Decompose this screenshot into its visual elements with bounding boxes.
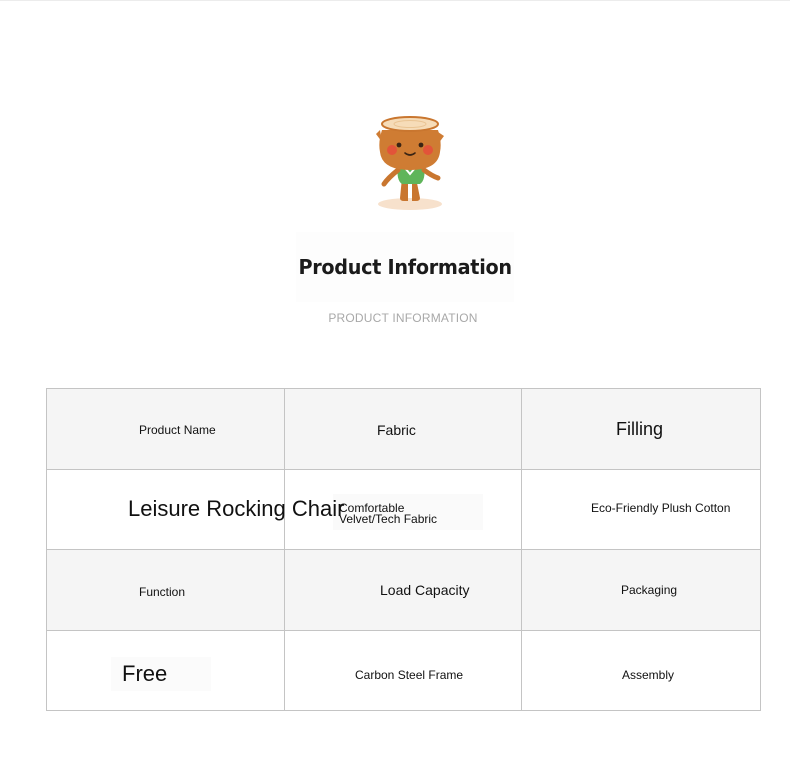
title-box [296,232,514,302]
page-title: Product Information [298,255,512,279]
table-cell [522,470,761,550]
value-load-capacity: Carbon Steel Frame [355,668,464,682]
value-fabric-line-1: Comfortable [339,501,405,515]
table-cell [47,389,285,470]
value-function: Free [122,661,168,686]
top-divider [0,0,790,1]
label-function: Function [139,585,186,599]
page-subtitle: PRODUCT INFORMATION [328,311,478,325]
value-packaging: Assembly [622,668,675,682]
product-spec-table [46,388,761,711]
label-filling: Filling [616,419,664,439]
table-cell [47,631,285,711]
table-cell [285,550,522,631]
label-packaging: Packaging [621,583,678,597]
value-filling: Eco-Friendly Plush Cotton [591,501,731,515]
tree-stump-mascot-icon [368,112,452,212]
table-row [47,470,761,550]
table-row [47,631,761,711]
table-cell [285,389,522,470]
table-row [47,550,761,631]
table-cell [47,550,285,631]
value-product-name: Leisure Rocking Chair [128,496,345,521]
table-cell [522,550,761,631]
label-load-capacity: Load Capacity [380,582,470,598]
table-cell [285,631,522,711]
label-fabric: Fabric [377,422,416,438]
label-product-name: Product Name [139,423,216,437]
value-fabric-line-2: Velvet/Tech Fabric [339,512,438,526]
table-cell [47,470,345,550]
table-cell [522,631,761,711]
table-row [47,389,761,470]
table-cell [522,389,761,470]
